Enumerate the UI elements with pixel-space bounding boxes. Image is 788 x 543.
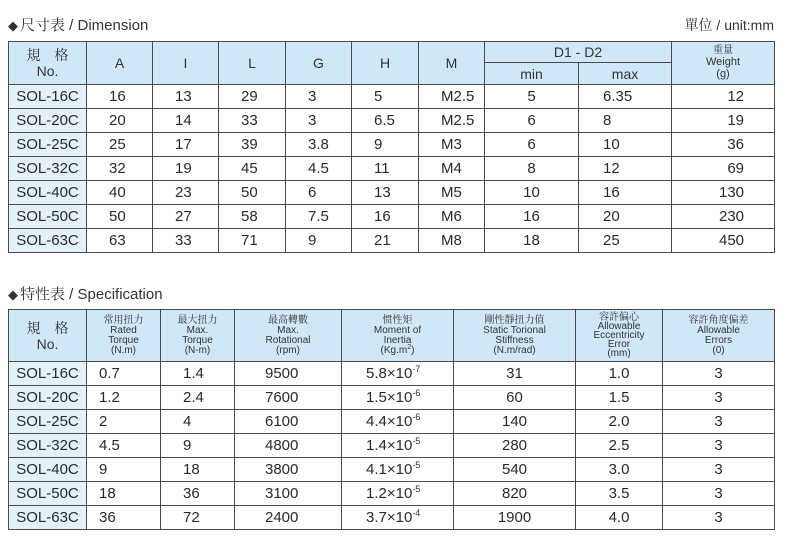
spec-header-model-cn: 規 格 — [26, 319, 69, 336]
header-min: min — [485, 63, 579, 85]
table-cell: 50 — [87, 205, 153, 229]
model-cell: SOL-25C — [9, 133, 87, 157]
table-cell: 1.0 — [576, 362, 663, 386]
ecc-l4: (mm) — [607, 348, 631, 359]
model-cell: SOL-25C — [9, 410, 87, 434]
header-model-en: No. — [36, 63, 59, 79]
table-cell: 19 — [153, 157, 219, 181]
model-cell: SOL-63C — [9, 229, 87, 253]
table-cell: 5 — [485, 85, 579, 109]
max-torque-l2: Torque — [182, 334, 213, 346]
header-l: L — [219, 42, 286, 85]
table-row — [9, 482, 775, 506]
table-cell: 3 — [663, 410, 775, 434]
dimension-title-text: 尺寸表 / Dimension — [20, 17, 149, 34]
table-cell: 7600 — [235, 386, 342, 410]
table-row — [9, 506, 775, 530]
table-cell: 3 — [663, 482, 775, 506]
ang-l1: Allowable — [697, 324, 740, 336]
table-cell: 1.4 — [161, 362, 235, 386]
inertia-cell — [342, 506, 454, 530]
inertia-exponent: -6 — [412, 388, 421, 398]
table-cell: 36 — [87, 506, 161, 530]
model-cell: SOL-50C — [9, 205, 87, 229]
header-g: G — [286, 42, 352, 85]
table-row — [9, 362, 775, 386]
table-cell: 3 — [663, 362, 775, 386]
inertia-mantissa: 4.1×10 — [366, 461, 413, 478]
header-m: M — [419, 42, 485, 85]
table-cell: 3 — [663, 458, 775, 482]
inertia-exponent: -4 — [412, 508, 421, 518]
table-cell: 16 — [485, 205, 579, 229]
spec-header-max-torque — [161, 310, 235, 362]
spec-header-rated-torque — [87, 310, 161, 362]
ang-cn: 容許角度偏差 — [688, 314, 749, 326]
table-cell: 4800 — [235, 434, 342, 458]
spec-header-max-speed — [235, 310, 342, 362]
table-cell: 16 — [87, 85, 153, 109]
dimension-table — [8, 41, 775, 253]
table-cell: 19 — [672, 109, 775, 133]
table-cell: M8 — [419, 229, 485, 253]
header-max: max — [579, 63, 672, 85]
header-model — [9, 42, 87, 85]
table-cell: 72 — [161, 506, 235, 530]
table-cell: 3.0 — [576, 458, 663, 482]
inertia-exponent: -5 — [412, 436, 421, 446]
speed-l1: Max. — [277, 324, 299, 336]
table-cell: 3100 — [235, 482, 342, 506]
table-cell: 4.5 — [87, 434, 161, 458]
table-cell: 1.2 — [87, 386, 161, 410]
inertia-cell — [342, 362, 454, 386]
ecc-l1: Allowable — [597, 321, 641, 332]
table-cell: 1.5 — [576, 386, 663, 410]
model-cell: SOL-16C — [9, 85, 87, 109]
table-cell: 33 — [219, 109, 286, 133]
table-cell: M2.5 — [419, 85, 485, 109]
table-cell: 2.4 — [161, 386, 235, 410]
inertia-mantissa: 4.4×10 — [366, 413, 413, 430]
table-cell: 13 — [352, 181, 419, 205]
rated-torque-l2: Torque — [108, 334, 139, 346]
table-cell: 69 — [672, 157, 775, 181]
speed-cn: 最高轉數 — [268, 314, 308, 326]
table-cell: 3 — [663, 434, 775, 458]
inertia-exponent: -7 — [412, 364, 421, 374]
table-cell: 39 — [219, 133, 286, 157]
inertia-l3-text: (Kg.m — [380, 344, 408, 356]
inertia-mantissa: 1.5×10 — [366, 389, 413, 406]
table-cell: 8 — [579, 109, 672, 133]
table-row — [9, 109, 775, 133]
table-cell: 6100 — [235, 410, 342, 434]
table-cell: 18 — [87, 482, 161, 506]
table-cell: 5 — [352, 85, 419, 109]
table-cell: M4 — [419, 157, 485, 181]
table-cell: 58 — [219, 205, 286, 229]
model-cell: SOL-50C — [9, 482, 87, 506]
spec-header-angle-error — [663, 310, 775, 362]
table-cell: 0.7 — [87, 362, 161, 386]
table-row — [9, 410, 775, 434]
specification-title-text: 特性表 / Specification — [20, 286, 163, 303]
inertia-exponent: -6 — [412, 412, 421, 422]
table-cell: 63 — [87, 229, 153, 253]
table-cell: 25 — [87, 133, 153, 157]
inertia-exponent: -5 — [412, 460, 421, 470]
model-cell: SOL-20C — [9, 386, 87, 410]
rated-torque-l3: (N.m) — [111, 344, 136, 356]
table-row — [9, 181, 775, 205]
table-cell: 23 — [153, 181, 219, 205]
table-cell: M2.5 — [419, 109, 485, 133]
table-cell: 4 — [161, 410, 235, 434]
inertia-cell — [342, 458, 454, 482]
inertia-cell — [342, 410, 454, 434]
table-cell: M6 — [419, 205, 485, 229]
table-cell: 2400 — [235, 506, 342, 530]
table-cell: 33 — [153, 229, 219, 253]
table-cell: 450 — [672, 229, 775, 253]
speed-l2: Rotational — [265, 334, 311, 346]
table-cell: 3.5 — [576, 482, 663, 506]
table-cell: 140 — [454, 410, 576, 434]
table-cell: 3 — [286, 85, 352, 109]
diamond-bullet-icon: ◆ — [8, 19, 18, 34]
table-cell: 6 — [485, 109, 579, 133]
inertia-l3: $(Kg.m^2)$ — [380, 343, 415, 356]
table-cell: 50 — [219, 181, 286, 205]
table-row — [9, 85, 775, 109]
table-cell: 3.8 — [286, 133, 352, 157]
table-cell: 3 — [663, 386, 775, 410]
max-torque-l3: (N-m) — [184, 344, 211, 356]
inertia-l2: Inertia — [383, 334, 412, 346]
stiff-cn: 剛性靜扭力值 — [484, 314, 545, 326]
table-cell: 60 — [454, 386, 576, 410]
header-a: A — [87, 42, 153, 85]
table-cell: 27 — [153, 205, 219, 229]
table-cell: 45 — [219, 157, 286, 181]
ecc-l3: Error — [607, 339, 631, 350]
table-cell: 9500 — [235, 362, 342, 386]
spec-header-eccentricity — [576, 310, 663, 362]
table-cell: M3 — [419, 133, 485, 157]
header-weight — [672, 42, 775, 85]
table-cell: 3 — [286, 109, 352, 133]
table-cell: 13 — [153, 85, 219, 109]
model-cell: SOL-32C — [9, 157, 87, 181]
table-cell: 25 — [579, 229, 672, 253]
inertia-l3-sup: 2 — [407, 343, 412, 351]
table-cell: 31 — [454, 362, 576, 386]
header-weight-cn: 重量 — [713, 45, 734, 56]
model-cell: SOL-16C — [9, 362, 87, 386]
inertia-mantissa: 1.4×10 — [366, 437, 413, 454]
table-cell: 12 — [672, 85, 775, 109]
model-cell: SOL-20C — [9, 109, 87, 133]
header-h: H — [352, 42, 419, 85]
unit-label: 單位 / unit:mm — [684, 17, 774, 33]
inertia-cell — [342, 386, 454, 410]
table-row — [9, 229, 775, 253]
inertia-exponent: -5 — [412, 484, 421, 494]
specification-table — [8, 309, 775, 530]
diamond-bullet-icon: ◆ — [8, 288, 18, 303]
table-cell: 8 — [485, 157, 579, 181]
table-row — [9, 157, 775, 181]
inertia-cell — [342, 434, 454, 458]
table-cell: 10 — [579, 133, 672, 157]
table-cell: 20 — [579, 205, 672, 229]
table-cell: 6.35 — [579, 85, 672, 109]
header-weight-unit: (g) — [716, 68, 730, 80]
table-cell: 11 — [352, 157, 419, 181]
inertia-mantissa: 3.7×10 — [366, 509, 413, 526]
inertia-mantissa: 1.2×10 — [366, 485, 413, 502]
table-row — [9, 386, 775, 410]
header-d1-d2: D1 - D2 — [485, 42, 672, 63]
table-cell: 36 — [672, 133, 775, 157]
stiff-l2: Stiffness — [495, 334, 534, 346]
table-row — [9, 205, 775, 229]
table-cell: 2 — [87, 410, 161, 434]
table-cell: 280 — [454, 434, 576, 458]
table-cell: 16 — [352, 205, 419, 229]
table-cell: 17 — [153, 133, 219, 157]
stiff-l1: Static Torional — [483, 324, 546, 336]
inertia-mantissa: 5.8×10 — [366, 365, 413, 382]
table-cell: 1900 — [454, 506, 576, 530]
dimension-section-title — [8, 14, 148, 35]
table-row — [9, 434, 775, 458]
table-row — [9, 133, 775, 157]
rated-torque-l1: Rated — [110, 324, 137, 336]
max-torque-cn: 最大扭力 — [177, 314, 218, 326]
inertia-cn: 惯性矩 — [382, 314, 413, 326]
table-cell: 540 — [454, 458, 576, 482]
table-row — [9, 458, 775, 482]
table-cell: 40 — [87, 181, 153, 205]
table-cell: 3800 — [235, 458, 342, 482]
header-weight-en: Weight — [705, 56, 741, 68]
table-cell: 9 — [87, 458, 161, 482]
table-cell: 20 — [87, 109, 153, 133]
model-cell: SOL-40C — [9, 458, 87, 482]
table-cell: 4.5 — [286, 157, 352, 181]
ang-l3: (0) — [712, 344, 725, 356]
table-cell: 32 — [87, 157, 153, 181]
ecc-cn: 容許偏心 — [599, 312, 639, 323]
rated-torque-cn: 常用扭力 — [103, 314, 144, 326]
stiff-l3: (N.m/rad) — [493, 344, 536, 356]
table-cell: 10 — [485, 181, 579, 205]
header-model-cn: 規 格 — [26, 47, 69, 63]
table-cell: 130 — [672, 181, 775, 205]
table-cell: 2.0 — [576, 410, 663, 434]
table-cell: 820 — [454, 482, 576, 506]
spec-header-stiffness — [454, 310, 576, 362]
header-i: I — [153, 42, 219, 85]
table-cell: 3 — [663, 506, 775, 530]
spec-header-model-en: No. — [36, 335, 59, 352]
ecc-l2: Eccentricity — [593, 330, 645, 341]
table-cell: 29 — [219, 85, 286, 109]
table-cell: 18 — [485, 229, 579, 253]
model-cell: SOL-40C — [9, 181, 87, 205]
speed-l3: (rpm) — [276, 344, 300, 356]
table-cell: M5 — [419, 181, 485, 205]
model-cell: SOL-32C — [9, 434, 87, 458]
spec-header-inertia — [342, 310, 454, 362]
table-cell: 9 — [352, 133, 419, 157]
table-cell: 9 — [286, 229, 352, 253]
table-cell: 230 — [672, 205, 775, 229]
table-cell: 18 — [161, 458, 235, 482]
inertia-l1: Moment of — [373, 324, 422, 336]
table-cell: 71 — [219, 229, 286, 253]
table-cell: 9 — [161, 434, 235, 458]
inertia-cell — [342, 482, 454, 506]
ang-l2: Errors — [704, 334, 733, 346]
table-cell: 16 — [579, 181, 672, 205]
table-cell: 6 — [485, 133, 579, 157]
table-cell: 4.0 — [576, 506, 663, 530]
table-cell: 36 — [161, 482, 235, 506]
table-cell: 6.5 — [352, 109, 419, 133]
table-cell: 21 — [352, 229, 419, 253]
table-cell: 2.5 — [576, 434, 663, 458]
table-cell: 14 — [153, 109, 219, 133]
specification-section-title — [8, 283, 163, 304]
spec-header-model — [9, 310, 87, 362]
model-cell: SOL-63C — [9, 506, 87, 530]
table-cell: 7.5 — [286, 205, 352, 229]
max-torque-l1: Max. — [186, 324, 209, 336]
table-cell: 12 — [579, 157, 672, 181]
table-cell: 6 — [286, 181, 352, 205]
